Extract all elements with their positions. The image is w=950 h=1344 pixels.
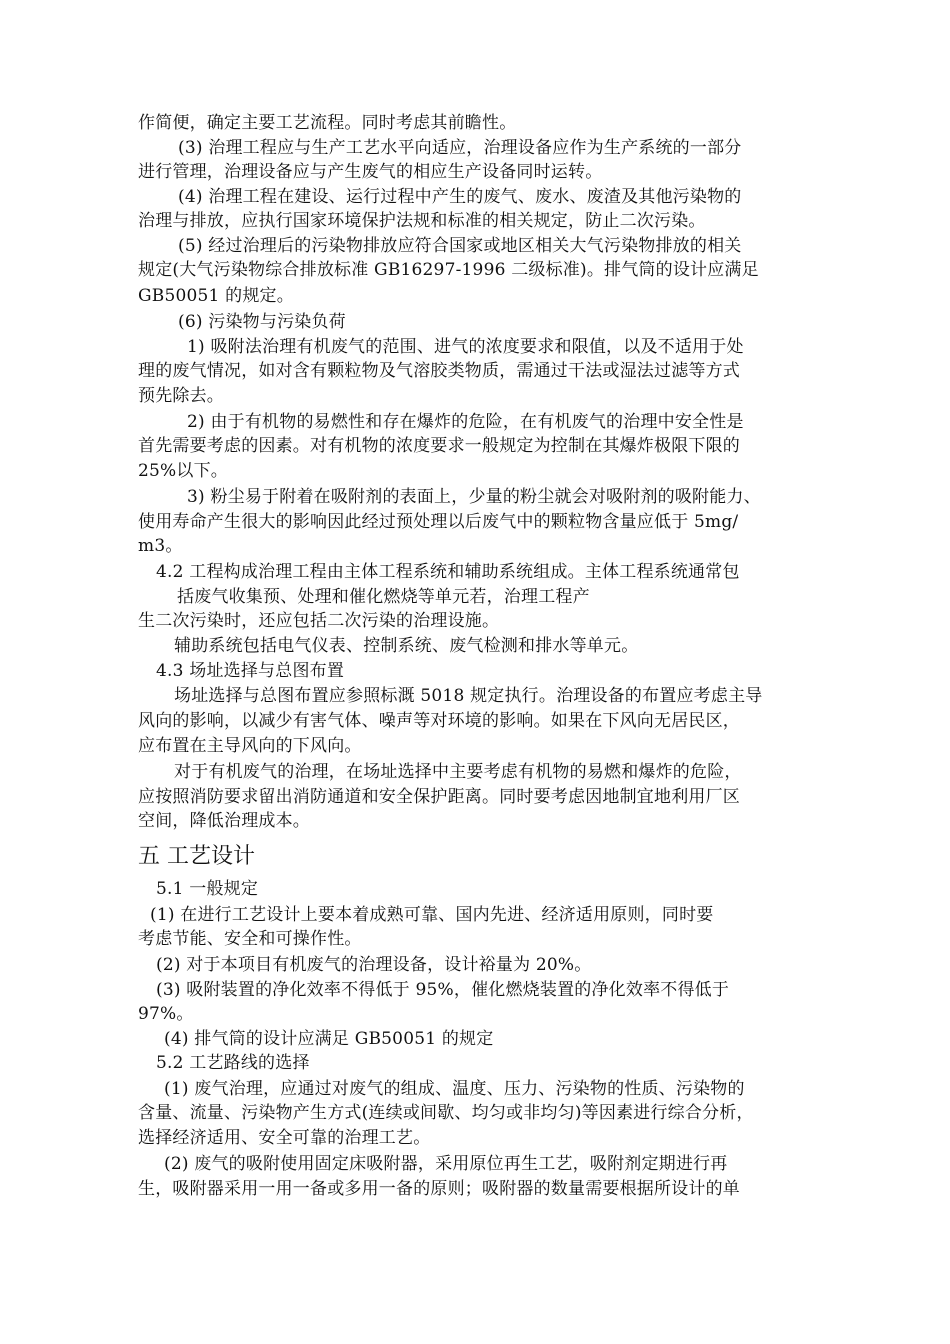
text-line: 3) 粉尘易于附着在吸附剂的表面上，少量的粉尘就会对吸附剂的吸附能力、 [187,487,761,507]
text-line: 风向的影响，以减少有害气体、噪声等对环境的影响。如果在下风向无居民区， [138,711,740,731]
text-line: (2) 对于本项目有机废气的治理设备，设计裕量为 20%。 [156,955,592,975]
text-line: (4) 排气筒的设计应满足 GB50051 的规定 [164,1029,494,1049]
text-line: 1) 吸附法治理有机废气的范围、进气的浓度要求和限值，以及不适用于处 [187,337,744,357]
text-line: 理的废气情况，如对含有颗粒物及气溶胶类物质，需通过干法或湿法过滤等方式 [138,361,740,381]
text-line: (6) 污染物与污染负荷 [178,312,346,332]
text-line: 应布置在主导风向的下风向。 [138,736,362,756]
text-line: m3。 [138,536,183,556]
text-line: 97%。 [138,1004,194,1024]
text-line: 空间，降低治理成本。 [138,811,310,831]
text-line: (3) 吸附装置的净化效率不得低于 95%，催化燃烧装置的净化效率不得低于 [156,980,730,1000]
text-line: 作简便，确定主要工艺流程。同时考虑其前瞻性。 [138,113,517,133]
text-line: 辅助系统包括电气仪表、控制系统、废气检测和排水等单元。 [174,636,639,656]
text-line: 首先需要考虑的因素。对有机物的浓度要求一般规定为控制在其爆炸极限下限的 [138,436,740,456]
text-line: 2) 由于有机物的易燃性和存在爆炸的危险，在有机废气的治理中安全性是 [187,412,744,432]
text-line: 5.2 工艺路线的选择 [156,1053,310,1073]
text-line: 场址选择与总图布置应参照标溉 5018 规定执行。治理设备的布置应考虑主导 [174,686,763,706]
text-line: 对于有机废气的治理，在场址选择中主要考虑有机物的易燃和爆炸的危险， [174,762,742,782]
text-line: 括废气收集预、处理和催化燃烧等单元若，治理工程产 [177,587,590,607]
text-line: (3) 治理工程应与生产工艺水平向适应，治理设备应作为生产系统的一部分 [178,138,742,158]
text-line: GB50051 的规定。 [138,286,294,306]
text-line: 预先除去。 [138,386,224,406]
text-line: 生，吸附器采用一用一备或多用一备的原则；吸附器的数量需要根据所设计的单 [138,1179,740,1199]
text-line: (1) 废气治理，应通过对废气的组成、温度、压力、污染物的性质、污染物的 [164,1079,745,1099]
text-line: 规定(大气污染物综合排放标准 GB16297-1996 二级标准)。排气筒的设计应满足 [138,260,759,280]
text-line: 进行管理，治理设备应与产生废气的相应生产设备同时运转。 [138,162,603,182]
text-line: 使用寿命产生很大的影响因此经过预处理以后废气中的颗粒物含量应低于 5mg/ [138,512,739,532]
text-line: 生二次污染时，还应包括二次污染的治理设施。 [138,611,500,631]
text-line: 应按照消防要求留出消防通道和安全保护距离。同时要考虑因地制宜地利用厂区 [138,787,740,807]
text-line: 考虑节能、安全和可操作性。 [138,929,362,949]
text-line: (1) 在进行工艺设计上要本着成熟可靠、国内先进、经济适用原则，同时要 [150,905,714,925]
text-line: 5.1 一般规定 [156,879,259,899]
text-line: 治理与排放，应执行国家环境保护法规和标准的相关规定，防止二次污染。 [138,211,706,231]
text-line: 4.2 工程构成治理工程由主体工程系统和辅助系统组成。主体工程系统通常包 [156,562,740,582]
text-line: 4.3 场址选择与总图布置 [156,661,345,681]
section-heading: 五 工艺设计 [138,844,255,869]
text-line: 选择经济适用、安全可靠的治理工艺。 [138,1128,431,1148]
text-line: (5) 经过治理后的污染物排放应符合国家或地区相关大气污染物排放的相关 [178,236,742,256]
text-line: 含量、流量、污染物产生方式(连续或间歇、均匀或非均匀)等因素进行综合分析， [138,1103,754,1123]
text-line: (4) 治理工程在建设、运行过程中产生的废气、废水、废渣及其他污染物的 [178,187,742,207]
text-line: (2) 废气的吸附使用固定床吸附器，采用原位再生工艺，吸附剂定期进行再 [164,1154,728,1174]
text-line: 25%以下。 [138,461,228,481]
